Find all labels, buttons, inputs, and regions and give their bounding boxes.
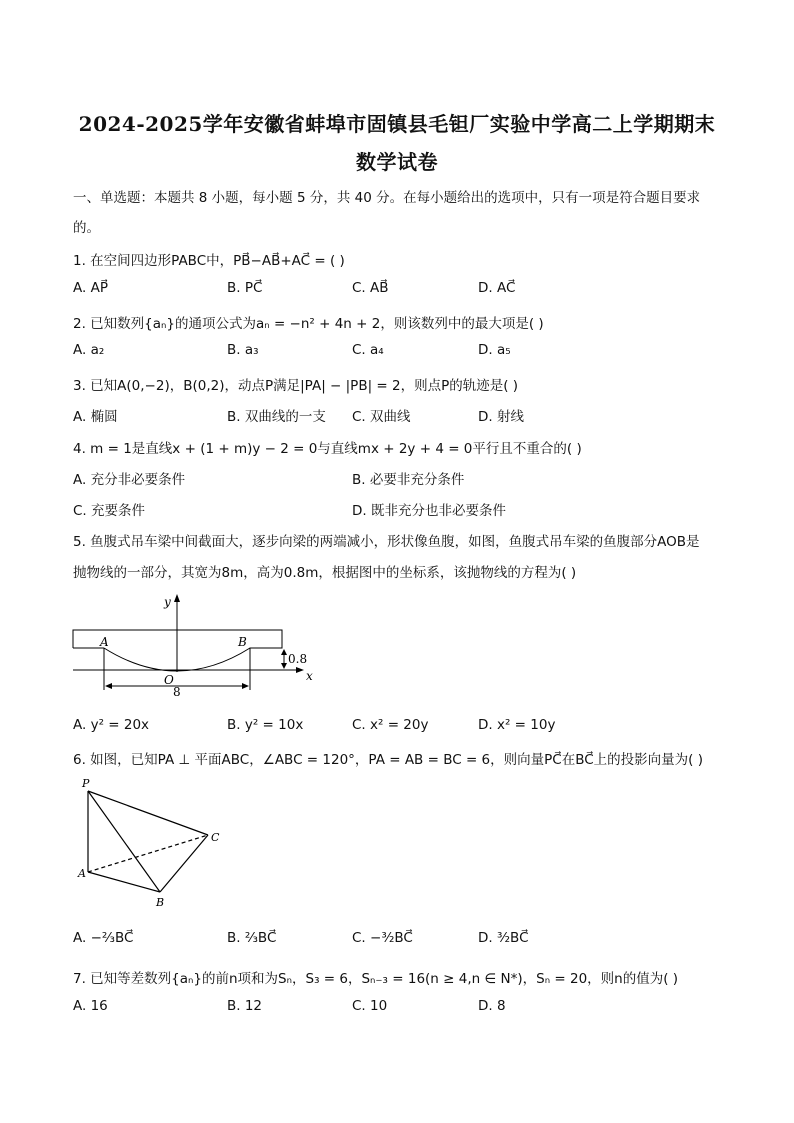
- figure-point-b: B: [238, 635, 247, 649]
- q1-option-b: B. PC⃗: [227, 280, 263, 296]
- q4-option-b: B. 必要非充分条件: [352, 472, 465, 488]
- q6-option-c: C. −³⁄₂BC⃗: [352, 930, 413, 946]
- q2-option-d: D. a₅: [478, 342, 511, 358]
- tetrahedron-figure: [70, 775, 230, 910]
- figure-width-label: 8: [173, 685, 181, 699]
- figure-x-label: x: [306, 669, 313, 683]
- q4-option-a: A. 充分非必要条件: [73, 472, 186, 488]
- q6-option-a: A. −⅔BC⃗: [73, 930, 134, 946]
- q3-option-c: C. 双曲线: [352, 409, 411, 425]
- question-5-stem-cont: 抛物线的一部分，其宽为8m，高为0.8m，根据图中的坐标系，该抛物线的方程为( ): [73, 565, 577, 581]
- question-7-stem: 7. 已知等差数列{aₙ}的前n项和为Sₙ，S₃ = 6，Sₙ₋₃ = 16(n ≥ 4,n ∈ N*)，Sₙ = 20，则n的值为( ): [73, 971, 679, 987]
- figure-point-b: B: [156, 896, 165, 909]
- figure-point-a: A: [78, 867, 86, 880]
- q2-option-c: C. a₄: [352, 342, 384, 358]
- q7-option-b: B. 12: [227, 998, 263, 1014]
- q3-option-d: D. 射线: [478, 409, 524, 425]
- q5-option-d: D. x² = 10y: [478, 717, 556, 733]
- section-heading: 一、单选题：本题共 8 小题，每小题 5 分，共 40 分。在每小题给出的选项中，只有一项是符合题目要求: [73, 190, 701, 206]
- page-subtitle: 数学试卷: [356, 150, 438, 174]
- figure-origin-label: O: [164, 673, 174, 687]
- q3-option-a: A. 椭圆: [73, 409, 118, 425]
- q1-option-d: D. AC⃗: [478, 280, 516, 296]
- page-title: 2024-2025学年安徽省蚌埠市固镇县毛钽厂实验中学高二上学期期末: [78, 112, 716, 136]
- q2-option-a: A. a₂: [73, 342, 105, 358]
- q7-option-a: A. 16: [73, 998, 108, 1014]
- question-6-stem: 6. 如图，已知PA ⊥ 平面ABC，∠ABC = 120°，PA = AB = BC = 6，则向量PC⃗在BC⃗上的投影向量为( ): [73, 752, 703, 768]
- figure-y-label: y: [164, 595, 171, 609]
- q7-option-c: C. 10: [352, 998, 388, 1014]
- q2-option-b: B. a₃: [227, 342, 259, 358]
- q6-option-d: D. ³⁄₂BC⃗: [478, 930, 529, 946]
- q5-option-c: C. x² = 20y: [352, 717, 429, 733]
- q3-option-b: B. 双曲线的一支: [227, 409, 326, 425]
- figure-height-label: 0.8: [288, 652, 308, 666]
- q4-option-c: C. 充要条件: [73, 503, 146, 519]
- q4-option-d: D. 既非充分也非必要条件: [352, 503, 506, 519]
- section-heading-cont: 的。: [73, 220, 100, 236]
- q6-option-b: B. ⅔BC⃗: [227, 930, 277, 946]
- question-4-stem: 4. m = 1是直线x + (1 + m)y − 2 = 0与直线mx + 2y + 4 = 0平行且不重合的( ): [73, 441, 582, 457]
- question-2-stem: 2. 已知数列{aₙ}的通项公式为aₙ = −n² + 4n + 2，则该数列中的最大项是( ): [73, 316, 544, 332]
- q1-option-c: C. AB⃗: [352, 280, 389, 296]
- question-3-stem: 3. 已知A(0,−2)，B(0,2)，动点P满足|PA| − |PB| = 2，则点P的轨迹是( ): [73, 378, 519, 394]
- q5-option-a: A. y² = 20x: [73, 717, 150, 733]
- q1-option-a: A. AP⃗: [73, 280, 108, 296]
- q7-option-d: D. 8: [478, 998, 506, 1014]
- question-5-stem: 5. 鱼腹式吊车梁中间截面大，逐步向梁的两端减小，形状像鱼腹，如图，鱼腹式吊车梁的鱼腹部分AOB是: [73, 534, 700, 550]
- q5-option-b: B. y² = 10x: [227, 717, 304, 733]
- fish-belly-beam-figure: [60, 590, 330, 700]
- figure-point-p: P: [82, 777, 90, 790]
- figure-point-c: C: [211, 831, 220, 844]
- question-1-stem: 1. 在空间四边形PABC中，PB⃗−AB⃗+AC⃗ = ( ): [73, 253, 345, 269]
- figure-point-a: A: [100, 635, 109, 649]
